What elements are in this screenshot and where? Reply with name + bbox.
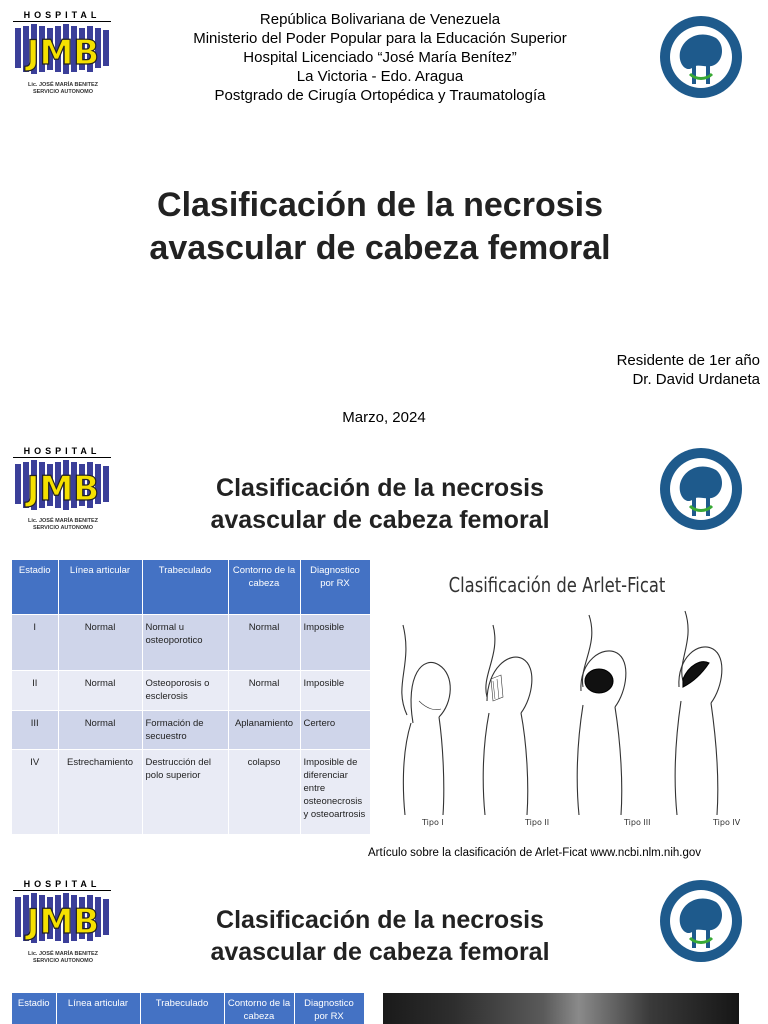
table-cell: Normal u osteoporotico [142, 614, 228, 670]
table-header: Trabeculado [140, 993, 224, 1024]
tipo-label: Tipo IV [713, 818, 741, 827]
institution-header: República Bolivariana de Venezuela Ministerio del Poder Popular para la Educación Superior Hospital Licenciado “José María Benítez” La Victoria - Edo. Aragua Postgrado de Cirugía Ortopédica y Traumatología [193, 11, 567, 104]
date-text: Marzo, 2024 [342, 409, 426, 426]
slide-title: Clasificación de la necrosis avascular de cabeza femoral [210, 906, 550, 966]
table-row [12, 614, 370, 670]
table-header: Contorno de la cabeza [228, 560, 300, 614]
svg-text:JMB: JMB [26, 902, 100, 942]
table-header: Estadio [12, 560, 58, 614]
table-header: Diagnostico por RX [294, 993, 364, 1024]
table-cell: IV [12, 749, 58, 834]
table-row [12, 710, 370, 749]
table-header-row [12, 560, 370, 614]
orthopedic-service-seal-icon [658, 446, 744, 532]
table-cell: Destrucción del polo superior [142, 749, 228, 834]
table-cell: Imposible de diferenciar entre osteonecrosis y osteoartrosis [300, 749, 370, 834]
tipo-label: Tipo III [624, 818, 651, 827]
hospital-logo: HOSPITAL JMB Lic. JOSÉ MARÍA BENITEZ SERVICIO AUTONOMO [13, 10, 113, 100]
svg-text:JMB: JMB [26, 33, 100, 73]
table-cell: Normal [58, 670, 142, 710]
classification-table [12, 560, 370, 834]
xray-image [383, 993, 739, 1024]
table-header: Trabeculado [142, 560, 228, 614]
orthopedic-service-seal-icon [658, 14, 744, 100]
table-cell: Normal [58, 614, 142, 670]
table-cell: III [12, 710, 58, 749]
table-header: Estadio [12, 993, 56, 1024]
jmb-logo-icon [13, 893, 113, 949]
table-cell: I [12, 614, 58, 670]
author-block: Residente de 1er año Dr. David Urdaneta [616, 352, 760, 388]
orthopedic-service-seal-icon [658, 878, 744, 964]
classification-table-partial [12, 993, 364, 1024]
table-cell: Normal [58, 710, 142, 749]
figure-caption: Artículo sobre la clasificación de Arlet-Ficat www.ncbi.nlm.nih.gov [368, 847, 702, 859]
table-cell: Imposible [300, 614, 370, 670]
table-cell: Estrechamiento [58, 749, 142, 834]
table-cell: Formación de secuestro [142, 710, 228, 749]
figure-title: Clasificación de Arlet-Ficat [448, 573, 666, 597]
table-row [12, 749, 370, 834]
femoral-head-diagram-icon [383, 605, 739, 837]
jmb-logo-icon [13, 460, 113, 516]
table-cell: Normal [228, 614, 300, 670]
table-cell: II [12, 670, 58, 710]
tipo-label: Tipo II [525, 818, 550, 827]
table-header: Línea articular [58, 560, 142, 614]
hospital-logo: HOSPITAL JMB Lic. JOSÉ MARÍA BENITEZ SERVICIO AUTONOMO [13, 879, 113, 969]
table-cell: Osteoporosis o esclerosis [142, 670, 228, 710]
table-cell: Imposible [300, 670, 370, 710]
slide-title: Clasificación de la necrosis avascular de cabeza femoral [210, 474, 550, 534]
tipo-label: Tipo I [422, 818, 444, 827]
svg-text:JMB: JMB [26, 469, 100, 509]
jmb-logo-icon [13, 24, 113, 80]
table-cell: Normal [228, 670, 300, 710]
table-header: Contorno de la cabeza [224, 993, 294, 1024]
table-cell: Aplanamiento [228, 710, 300, 749]
classification-table-container [12, 560, 370, 834]
table-row [12, 670, 370, 710]
table-header: Diagnostico por RX [300, 560, 370, 614]
page-title: Clasificación de la necrosis avascular de cabeza femoral [149, 186, 611, 267]
table-header: Línea articular [56, 993, 140, 1024]
table-cell: colapso [228, 749, 300, 834]
table-cell: Certero [300, 710, 370, 749]
hospital-logo: HOSPITAL JMB Lic. JOSÉ MARÍA BENITEZ SERVICIO AUTONOMO [13, 446, 113, 536]
table-header-row [12, 993, 364, 1024]
